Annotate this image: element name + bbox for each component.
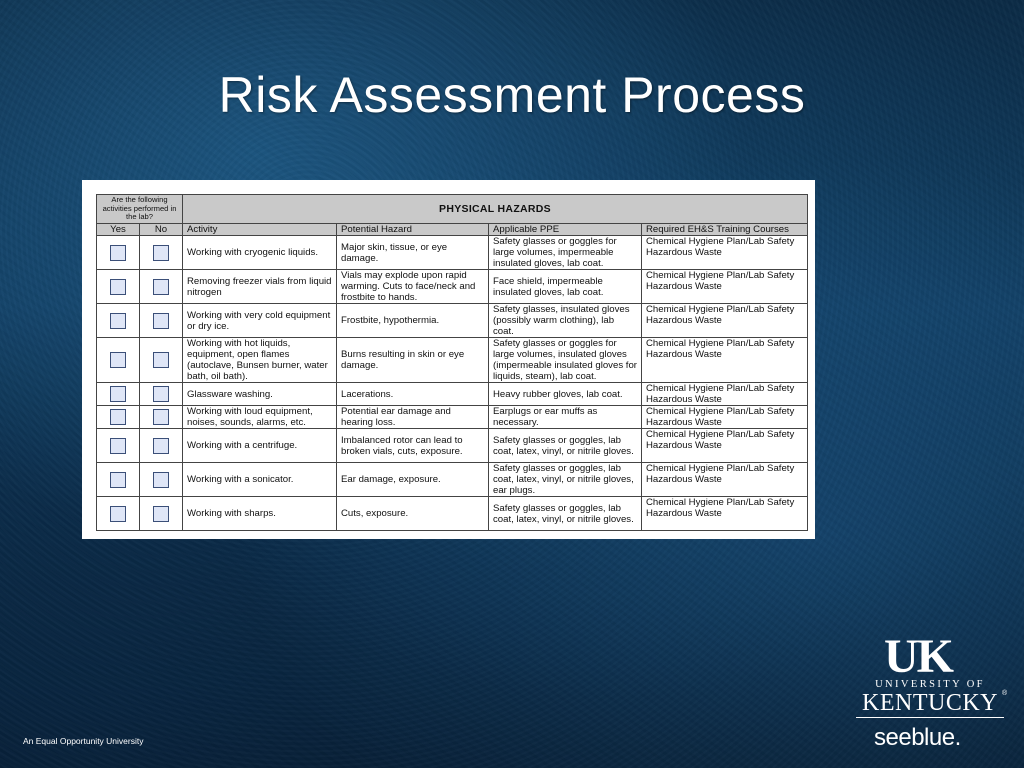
activity-cell: Working with loud equipment, noises, sounds, alarms, etc. (183, 406, 337, 429)
table-row (97, 304, 808, 338)
logo-kentucky: KENTUCKY (862, 690, 998, 716)
activity-cell: Working with very cold equipment or dry ice. (183, 304, 337, 338)
ppe-cell: Safety glasses or goggles for large volumes, insulated gloves (impermeable insulated gloves for liquids, steam), lab coat. (489, 338, 642, 383)
hazard-cell: Potential ear damage and hearing loss. (337, 406, 489, 429)
no-cell (140, 338, 183, 383)
slide-title: Risk Assessment Process (218, 67, 806, 123)
no-checkbox[interactable] (153, 313, 169, 329)
table-row (97, 338, 808, 383)
column-header-no: No (140, 224, 183, 236)
no-cell (140, 236, 183, 270)
no-cell (140, 304, 183, 338)
registered-mark: ® (1002, 690, 1008, 697)
table-row (97, 497, 808, 531)
ppe-cell: Safety glasses or goggles, lab coat, latex, vinyl, or nitrile gloves, ear plugs. (489, 463, 642, 497)
no-checkbox[interactable] (153, 352, 169, 368)
no-cell (140, 497, 183, 531)
training-cell: Chemical Hygiene Plan/Lab Safety Hazardous Waste (642, 497, 808, 531)
yes-cell (97, 338, 140, 383)
training-cell: Chemical Hygiene Plan/Lab Safety Hazardous Waste (642, 429, 808, 463)
hazard-cell: Ear damage, exposure. (337, 463, 489, 497)
column-header-hazard: Potential Hazard (337, 224, 489, 236)
training-cell: Chemical Hygiene Plan/Lab Safety Hazardous Waste (642, 383, 808, 406)
no-cell (140, 383, 183, 406)
physical-hazards-table (96, 194, 808, 531)
activity-cell: Working with sharps. (183, 497, 337, 531)
ppe-cell: Face shield, impermeable insulated gloves, lab coat. (489, 270, 642, 304)
hazard-cell: Cuts, exposure. (337, 497, 489, 531)
uk-mark: UK (884, 630, 952, 683)
yes-checkbox[interactable] (110, 279, 126, 295)
hazard-table-image (82, 180, 815, 539)
column-header-yes: Yes (97, 224, 140, 236)
logo-tagline: seeblue. (874, 724, 961, 751)
yes-checkbox[interactable] (110, 352, 126, 368)
training-cell: Chemical Hygiene Plan/Lab Safety Hazardous Waste (642, 236, 808, 270)
yes-cell (97, 406, 140, 429)
column-header-activity: Activity (183, 224, 337, 236)
no-cell (140, 270, 183, 304)
no-checkbox[interactable] (153, 279, 169, 295)
table-row (97, 270, 808, 304)
no-checkbox[interactable] (153, 386, 169, 402)
yes-cell (97, 236, 140, 270)
no-checkbox[interactable] (153, 472, 169, 488)
section-title: PHYSICAL HAZARDS (183, 195, 808, 224)
no-checkbox[interactable] (153, 506, 169, 522)
yes-checkbox[interactable] (110, 472, 126, 488)
hazard-cell: Imbalanced rotor can lead to broken vials, cuts, exposure. (337, 429, 489, 463)
yes-cell (97, 463, 140, 497)
hazard-cell: Vials may explode upon rapid warming. Cuts to face/neck and frostbite to hands. (337, 270, 489, 304)
activity-cell: Working with a centrifuge. (183, 429, 337, 463)
hazard-cell: Major skin, tissue, or eye damage. (337, 236, 489, 270)
logo-university-of: UNIVERSITY OF (875, 679, 985, 690)
activity-cell: Working with hot liquids, equipment, open flames (autoclave, Bunsen burner, water bath, oil bath). (183, 338, 337, 383)
table-row (97, 236, 808, 270)
table-row (97, 429, 808, 463)
ppe-cell: Safety glasses, insulated gloves (possibly warm clothing), lab coat. (489, 304, 642, 338)
no-checkbox[interactable] (153, 409, 169, 425)
column-header-training: Required EH&S Training Courses (642, 224, 808, 236)
yes-checkbox[interactable] (110, 438, 126, 454)
no-cell (140, 463, 183, 497)
training-cell: Chemical Hygiene Plan/Lab Safety Hazardous Waste (642, 463, 808, 497)
activity-cell: Working with a sonicator. (183, 463, 337, 497)
yes-checkbox[interactable] (110, 409, 126, 425)
table-row (97, 406, 808, 429)
activity-cell: Glassware washing. (183, 383, 337, 406)
yes-cell (97, 429, 140, 463)
yes-cell (97, 304, 140, 338)
hazard-cell: Lacerations. (337, 383, 489, 406)
activity-cell: Working with cryogenic liquids. (183, 236, 337, 270)
uk-logo (852, 632, 1008, 754)
activity-cell: Removing freezer vials from liquid nitrogen (183, 270, 337, 304)
training-cell: Chemical Hygiene Plan/Lab Safety Hazardous Waste (642, 304, 808, 338)
no-checkbox[interactable] (153, 438, 169, 454)
yes-cell (97, 270, 140, 304)
no-cell (140, 429, 183, 463)
ppe-cell: Safety glasses or goggles, lab coat, latex, vinyl, or nitrile gloves. (489, 429, 642, 463)
question-header: Are the following activities performed in the lab? (97, 195, 183, 224)
ppe-cell: Safety glasses or goggles for large volumes, impermeable insulated gloves, lab coat. (489, 236, 642, 270)
hazard-cell: Frostbite, hypothermia. (337, 304, 489, 338)
no-checkbox[interactable] (153, 245, 169, 261)
yes-cell (97, 383, 140, 406)
yes-checkbox[interactable] (110, 245, 126, 261)
training-cell: Chemical Hygiene Plan/Lab Safety Hazardous Waste (642, 270, 808, 304)
table-row (97, 383, 808, 406)
yes-checkbox[interactable] (110, 313, 126, 329)
no-cell (140, 406, 183, 429)
column-header-ppe: Applicable PPE (489, 224, 642, 236)
ppe-cell: Earplugs or ear muffs as necessary. (489, 406, 642, 429)
training-cell: Chemical Hygiene Plan/Lab Safety Hazardous Waste (642, 338, 808, 383)
yes-checkbox[interactable] (110, 386, 126, 402)
ppe-cell: Heavy rubber gloves, lab coat. (489, 383, 642, 406)
yes-cell (97, 497, 140, 531)
training-cell: Chemical Hygiene Plan/Lab Safety Hazardous Waste (642, 406, 808, 429)
logo-divider (856, 717, 1004, 718)
yes-checkbox[interactable] (110, 506, 126, 522)
ppe-cell: Safety glasses or goggles, lab coat, latex, vinyl, or nitrile gloves. (489, 497, 642, 531)
hazard-cell: Burns resulting in skin or eye damage. (337, 338, 489, 383)
table-row (97, 463, 808, 497)
footer-note: An Equal Opportunity University (23, 736, 144, 746)
